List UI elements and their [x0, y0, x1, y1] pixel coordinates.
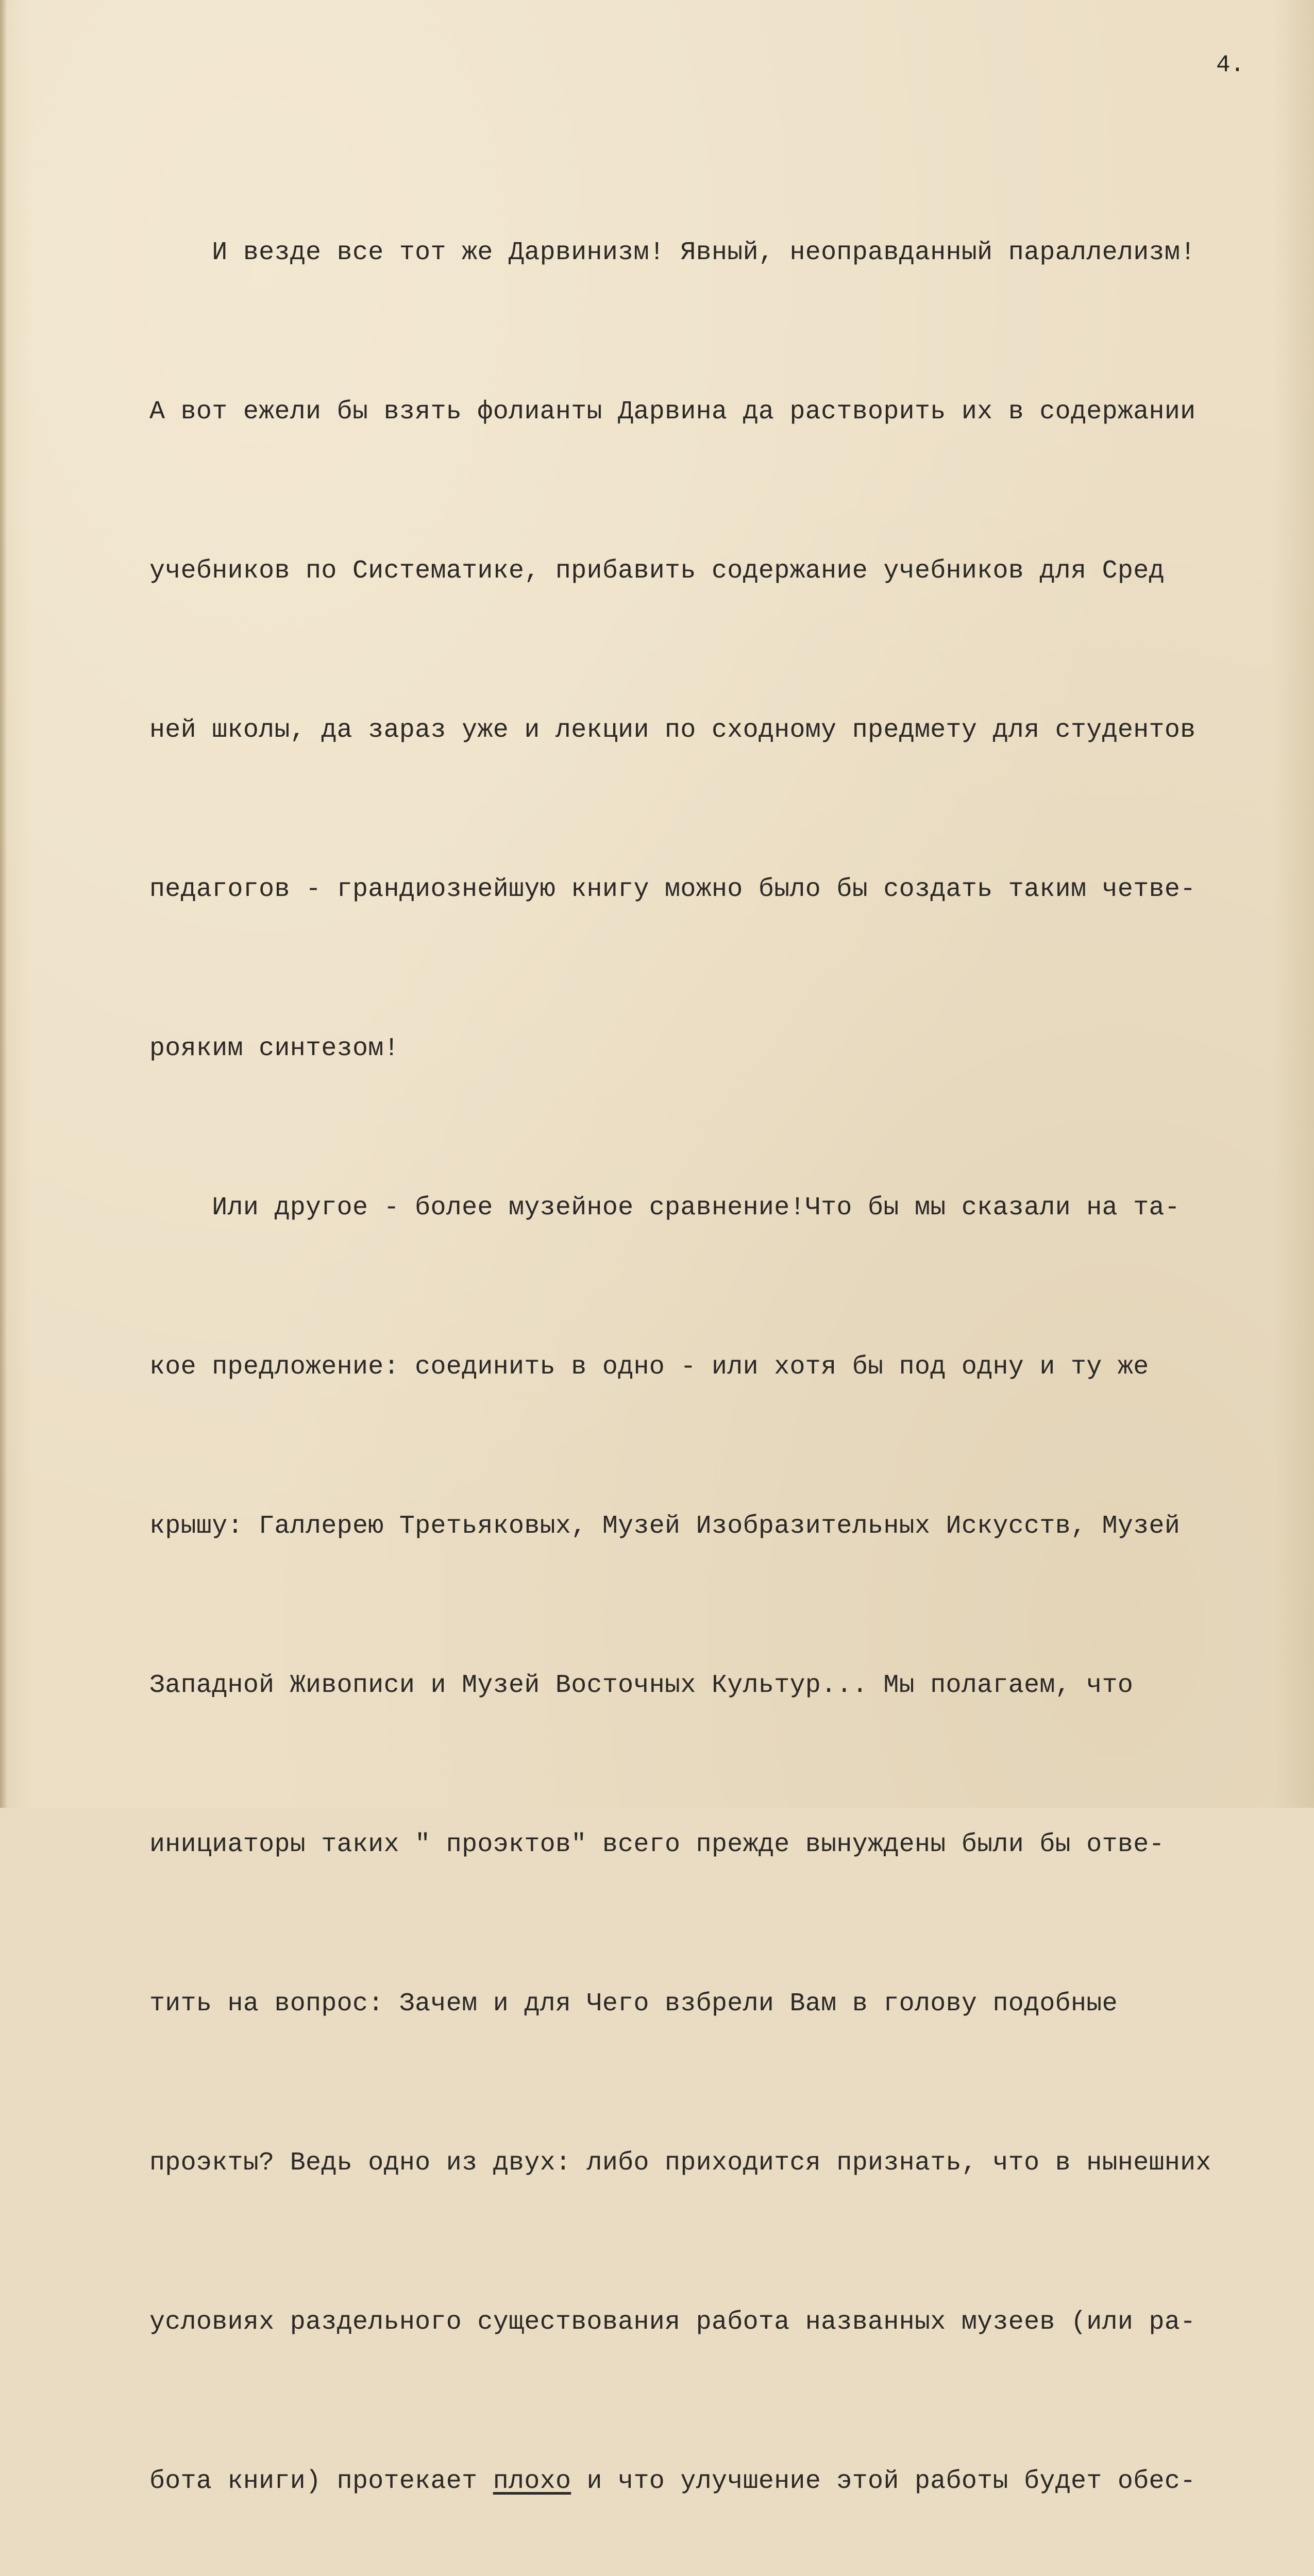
text-line: кое предложение: соединить в одно - или хотя бы под одну и ту же	[149, 1352, 1149, 1382]
emphasis-underline: плохо	[493, 2467, 571, 2496]
text-line: тить на вопрос: Зачем и для Чего взбрели Вам в голову подобные	[149, 1989, 1118, 2019]
text-line: А вот ежели бы взять фолианты Дарвина да растворить их в содержании	[149, 397, 1196, 427]
text-line: И везде все тот же Дарвинизм! Явный, неоправданный параллелизм!	[149, 238, 1196, 267]
text-line: педагогов - грандиознейшую книгу можно было бы создать таким четве-	[149, 875, 1196, 904]
text-line: учебников по Систематике, прибавить содержание учебников для Сред	[149, 556, 1165, 586]
text-line: ней школы, да зараз уже и лекции по сходному предмету для студентов	[149, 716, 1196, 745]
text-line: бота книги) протекает плохо и что улучшение этой работы будет обес-	[149, 2467, 1196, 2496]
text-line: Или другое - более музейное сравнение!Что бы мы сказали на та-	[149, 1193, 1181, 1223]
typewritten-text	[149, 120, 1311, 2576]
text-line: инициаторы таких " проэктов" всего прежде вынуждены были бы отве-	[149, 1830, 1165, 1859]
text-line: рояким синтезом!	[149, 1034, 399, 1063]
text-line: условиях раздельного существования работа названных музеев (или ра-	[149, 2308, 1196, 2337]
text-line: проэкты? Ведь одно из двух: либо приходится признать, что в нынешних	[149, 2148, 1211, 2178]
text-line: крышу: Галлерею Третьяковых, Музей Изобразительных Искусств, Музей	[149, 1512, 1181, 1541]
page-number: 4.	[1216, 52, 1245, 78]
text-line: Западной Живописи и Музей Восточных Культур... Мы полагаем, что	[149, 1671, 1134, 1700]
paper-edge-shadow	[0, 0, 7, 1808]
